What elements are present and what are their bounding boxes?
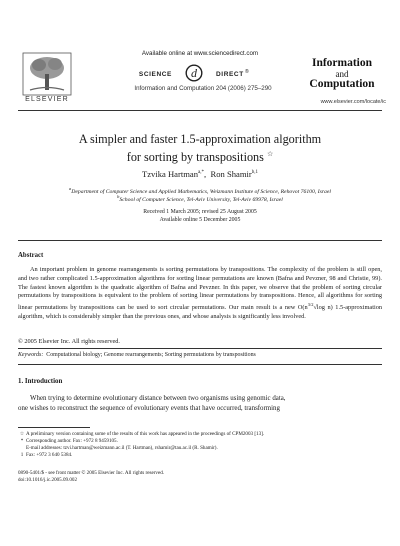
abstract-copyright: © 2005 Elsevier Inc. All rights reserved. [18,338,121,345]
author2-sup: b,1 [251,170,259,176]
abstract-bottom-rule [18,348,382,349]
author-hartman: Tzvika Hartman [141,169,199,179]
intro-line-1: When trying to determine evolutionary distance between two organisms using genomic data, [30,395,286,402]
abstract-heading: Abstract [18,252,44,259]
journal-brand-line1: Information [311,57,373,69]
keywords [18,352,382,358]
author-separator: , [204,169,207,179]
footnote-fax: 1 Fax: +972 3 640 5384. [20,452,73,458]
author1-sup: a,* [198,170,205,176]
abstract-sqrt: √log n [313,304,331,312]
affiliation-b: $^b$School of Computer Science, Tel-Aviv University, Tel-Aviv 69978, Israel [117,194,283,203]
abstract-top-rule [18,240,382,241]
doi-line: doi:10.1016/j.ic.2005.09.002 [18,477,78,483]
available-online-text: Available online at www.sciencedirect.com [141,50,259,57]
title-line-1: A simpler and faster 1.5-approximation algorithm [78,132,322,146]
section-heading-introduction: 1. Introduction [18,378,63,385]
affiliation-a: $^a$Department of Computer Science and Applied Mathematics, Weizmann Institute of Science, Rehovot 76100, Israel [69,186,331,195]
keywords-bottom-rule [18,364,382,365]
journal-brand-line2: and [335,68,349,79]
keywords-text: Computational biology; Genome rearrangements; Sorting permutations by transpositions [46,352,256,358]
author-shamir: Ron Shamir [210,169,252,179]
sciencedirect-logo [122,64,280,82]
journal-website: www.elsevier.com/locate/ic [320,99,386,105]
abstract-exponent: 3/2 [307,302,314,308]
abstract-body [18,266,382,322]
issn-line: 0890-5401/$ - see front matter © 2005 Elsevier Inc. All rights reserved. [18,470,165,476]
journal-brand [302,58,382,90]
header-rule [18,110,382,111]
received-date: Received 1 March 2005; revised 25 August 2005 [143,209,257,215]
svg-text:SCIENCE: SCIENCE [138,71,172,78]
footnote-preliminary: ☆ A preliminary version containing some of the results of this work has appeared in the proceedings of CPM2003 [13]. [19,431,265,437]
keywords-label: Keywords: [18,352,44,358]
intro-line-2: one wishes to reconstruct the sequence of evolutionary events that have occurred, transforming [18,405,280,412]
svg-text:®: ® [245,69,249,75]
abstract-paragraph: An important problem in genome rearrangements is sorting permutations by transpositions. The complexity of the problem is still open, and two rather complicated 1.5-approximation algorithms for sorting linear permutations are known (Bafna and Pevzner, 98 and Christie, 99). The fastest known algorithm is the quadratic algorithm of Bafna and Pevzner. In this paper, we observe that the problem of sorting circular permutations by transpositions is equivalent to the problem of sorting linear permutations by transpositions. Hence, all algorithms for sorting linear permutations by transpositions can be used to sort circular permutations. Our main result is a new $O(n^{3/2}√\log$ n) 1.5-approximation algorithm, which is considerably simpler than the previous ones, and whose analysis is significantly less involved. [18,266,382,321]
footnote-rule [18,427,90,428]
elsevier-tree-logo [22,52,72,96]
introduction-text [18,394,382,414]
footnote-emails: E-mail addresses: tzvi.hartman@weizmann.ac.il (T. Hartman), rshamir@tau.ac.il (R. Shamir). [26,445,218,451]
article-title [40,132,360,165]
publisher-name: ELSEVIER [25,96,69,103]
svg-text:DIRECT: DIRECT [216,71,244,78]
footnote-corresponding: * Corresponding author. Fax: +972 8 9459105. [20,438,118,444]
journal-brand-line3: Computation [309,78,375,90]
svg-text:d: d [191,66,197,80]
title-footnote-mark: ☆ [266,150,274,158]
author-list [40,169,360,179]
online-date: Available online 5 December 2005 [159,217,241,223]
journal-reference: Information and Computation 204 (2006) 275–290 [134,85,272,92]
title-line-2: for sorting by transpositions ☆ [126,150,274,165]
